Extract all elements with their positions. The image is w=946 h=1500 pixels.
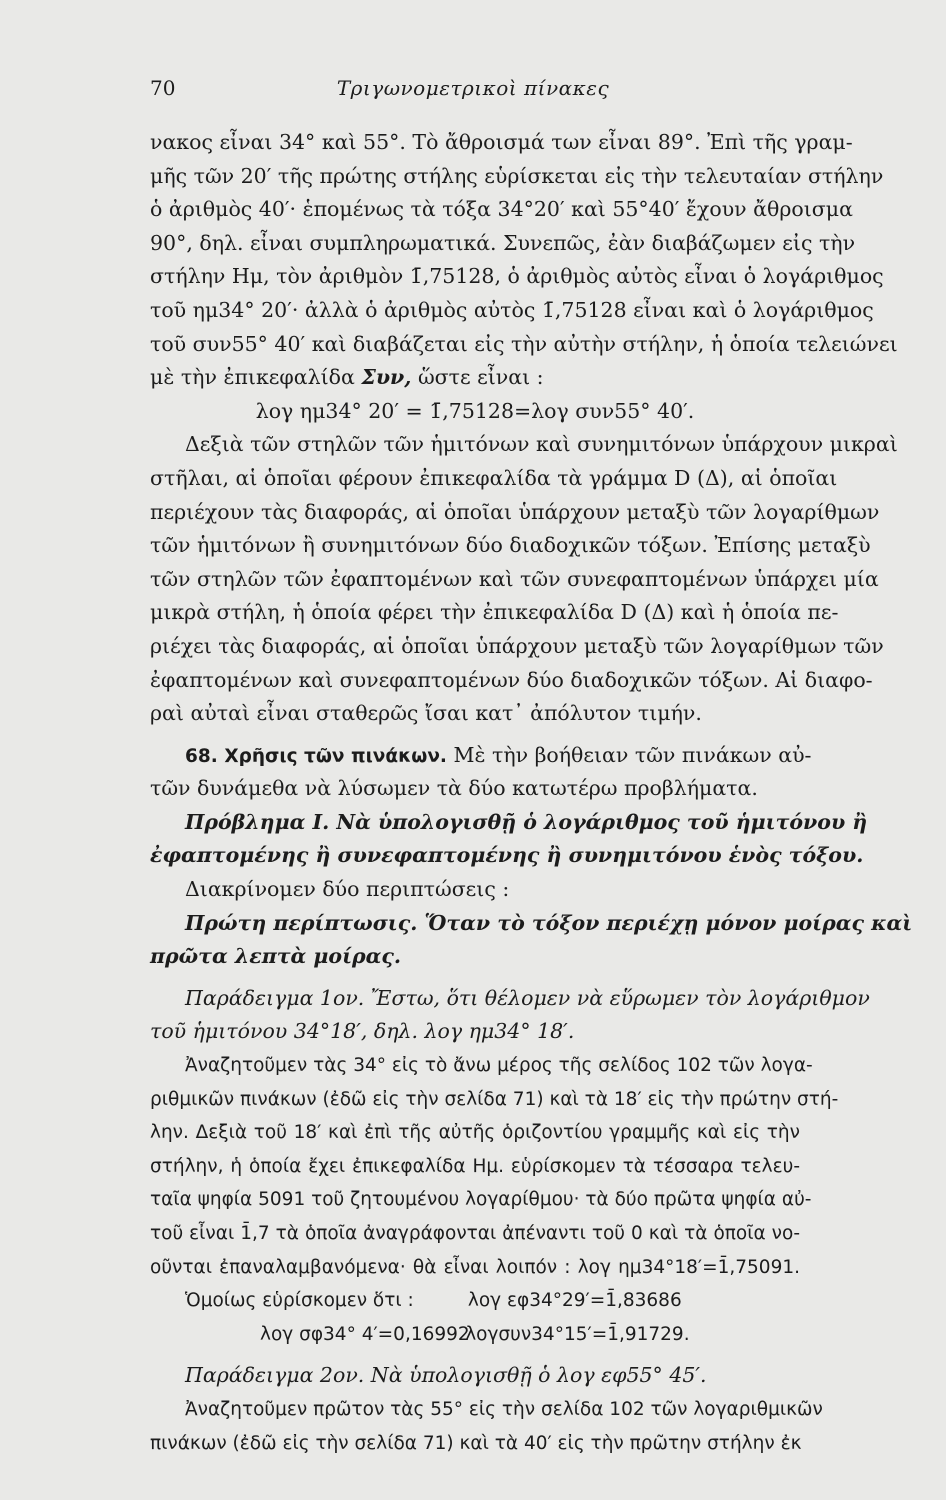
running-title: Τριγωνομετρικοὶ πίνακες [336,76,610,100]
spacer [150,974,800,982]
text-line: μῆς τῶν 20′ τῆς πρώτης στήλης εὑρίσκεται εἰς τὴν τελευταίαν στήλην [150,163,884,188]
results-row [150,1318,800,1352]
text-line: λην. Δεξιὰ τοῦ 18′ καὶ ἐπὶ τῆς αὐτῆς ὁριζοντίου γραμμῆς καὶ εἰς τὴν [150,1122,800,1144]
text-line: τοῦ ημ34° 20′· ἀλλὰ ὁ ἀριθμὸς αὐτὸς 1̄,75128 εἶναι καὶ ὁ λογάριθμος [150,297,874,322]
example-heading: Παράδειγμα 1ον. Ἔστω, ὅτι θέλομεν νὰ εὕρωμεν τὸν λογάριθμον [185,985,870,1010]
case-label: Πρώτη περίπτωσις. [185,910,418,935]
text-line: τῶν ἡμιτόνων ἢ συνημιτόνων δύο διαδοχικῶν τόξων. Ἐπίσης μεταξὺ [150,533,871,558]
text-line: οῦνται ἐπαναλαμβανόμενα· θὰ εἶναι λοιπόν : λογ ημ34°18′=1̄,75091. [150,1256,800,1278]
text-line: τοῦ συν55° 40′ καὶ διαβάζεται εἰς τὴν αὐτὴν στήλην, ἡ ὁποία τελειώνει [150,331,898,356]
text-line: Ἀναζητοῦμεν πρῶτον τὰς 55° εἰς τὴν σελίδα 102 τῶν λογαριθμικῶν [185,1398,823,1420]
cases-intro: Διακρίνομεν δύο περιπτώσεις : [185,877,510,902]
result-value: λογ εφ34°29′=1̄,83686 [467,1290,682,1312]
text-line: στήλην Ημ, τὸν ἀριθμὸν 1̄,75128, ὁ ἀριθμὸς αὐτὸς εἶναι ὁ λογάριθμος [150,264,884,289]
page-number: 70 [150,76,176,100]
text-line: 90°, δηλ. εἶναι συμπληρωματικά. Συνεπῶς, ἐὰν διαβάζωμεν εἰς τὴν [150,230,856,255]
section-title: Χρῆσις τῶν πινάκων. [224,745,447,767]
result-value: λογσυν34°15′=1̄,91729. [465,1323,690,1345]
text-run: μὲ τὴν ἐπικεφαλίδα [150,365,362,390]
case-text: πρῶτα λεπτὰ μοίρας. [150,944,402,969]
problem-label: Πρόβλημα Ι. [185,809,330,834]
text-line: τῶν δυνάμεθα νὰ λύσωμεν τὰ δύο κατωτέρω προβλήματα. [150,776,758,801]
text-line: ριέχει τὰς διαφοράς, αἱ ὁποῖαι ὑπάρχουν μεταξὺ τῶν λογαρίθμων τῶν [150,633,884,658]
case-line [150,907,913,941]
text-run: ὥστε εἶναι : [411,365,544,390]
text-line: Δεξιὰ τῶν στηλῶν τῶν ἡμιτόνων καὶ συνημιτόνων ὑπάρχουν μικραὶ [185,432,898,457]
text-line: στήλην, ἡ ὁποία ἔχει ἐπικεφαλίδα Ημ. εὑρίσκομεν τὰ τέσσαρα τελευ- [150,1155,800,1177]
text-line: ὁ ἀριθμὸς 40′· ἑπομένως τὰ τόξα 34°20′ καὶ 55°40′ ἔχουν ἄθροισμα [150,197,853,222]
text-line: περιέχουν τὰς διαφοράς, αἱ ὁποῖαι ὑπάρχουν μεταξὺ τῶν λογαρίθμων [150,499,880,524]
text-line: τοῦ εἶναι 1̄,7 τὰ ὁποῖα ἀναγράφονται ἀπέναντι τοῦ 0 καὶ τὰ ὁποῖα νο- [150,1223,800,1244]
example-heading: Παράδειγμα 2ον. Νὰ ὑπολογισθῇ ὁ λογ εφ55° 45′. [185,1363,707,1388]
example-text: τοῦ ἡμιτόνου 34°18′, δηλ. λογ ημ34° 18′. [150,1019,575,1044]
page-header [150,76,796,106]
problem-text: Νὰ ὑπολογισθῇ ὁ λογάριθμος τοῦ ἡμιτόνου ἢ [329,809,868,834]
text-line: ταῖα ψηφία 5091 τοῦ ζητουμένου λογαρίθμου· τὰ δύο πρῶτα ψηφία αὐ- [150,1189,812,1211]
text-line: πινάκων (ἐδῶ εἰς τὴν σελίδα 71) καὶ τὰ 40′ εἰς τὴν πρῶτην στήλην ἐκ [150,1432,802,1454]
spacer [150,1351,800,1359]
column-heading-ref: Συν, [361,365,412,390]
results-row [150,1284,800,1318]
text-line [150,361,800,395]
section-heading-line [150,739,812,773]
spacer [150,731,800,739]
text-line: στῆλαι, αἱ ὁποῖαι φέρουν ἐπικεφαλίδα τὰ γράμμα D (Δ), αἱ ὁποῖαι [150,465,838,490]
text-line: ἐφαπτομένων καὶ συνεφαπτομένων δύο διαδοχικῶν τόξων. Αἱ διαφο- [150,667,873,692]
text-line: Ἀναζητοῦμεν τὰς 34° εἰς τὸ ἄνω μέρος τῆς σελίδος 102 τῶν λογα- [185,1055,813,1077]
problem-line [150,806,868,840]
text-line: μικρὰ στήλη, ἡ ὁποία φέρει τὴν ἐπικεφαλίδα D (Δ) καὶ ἡ ὁποία πε- [150,600,839,625]
section-number: 68. [185,745,218,767]
text-line: ραὶ αὐταὶ εἶναι σταθερῶς ἴσαι κατ᾽ ἀπόλυτον τιμήν. [150,701,702,726]
formula: λογ ημ34° 20′ = 1̄,75128=λογ συν55° 40′. [255,398,695,423]
problem-text: ἐφαπτομένης ἢ συνεφαπτομένης ἢ συνημιτόνου ἑνὸς τόξου. [150,843,864,868]
text-line: νακος εἶναι 34° καὶ 55°. Τὸ ἄθροισμά των εἶναι 89°. Ἐπὶ τῆς γραμ- [150,130,853,154]
result-value: λογ σφ34° 4′=0,16992 [260,1323,470,1345]
case-text: Ὅταν τὸ τόξον περιέχῃ μόνον μοίρας καὶ [417,910,913,935]
page-body [150,126,913,1460]
text-run: Μὲ τὴν βοήθειαν τῶν πινάκων αὐ- [446,742,812,767]
text-line: ριθμικῶν πινάκων (ἐδῶ εἰς τὴν σελίδα 71) καὶ τὰ 18′ εἰς τὴν πρώτην στή- [150,1088,839,1110]
text-line: τῶν στηλῶν τῶν ἐφαπτομένων καὶ τῶν συνεφαπτομένων ὑπάρχει μία [150,566,879,591]
results-intro: Ὁμοίως εὑρίσκομεν ὅτι : [185,1290,414,1312]
